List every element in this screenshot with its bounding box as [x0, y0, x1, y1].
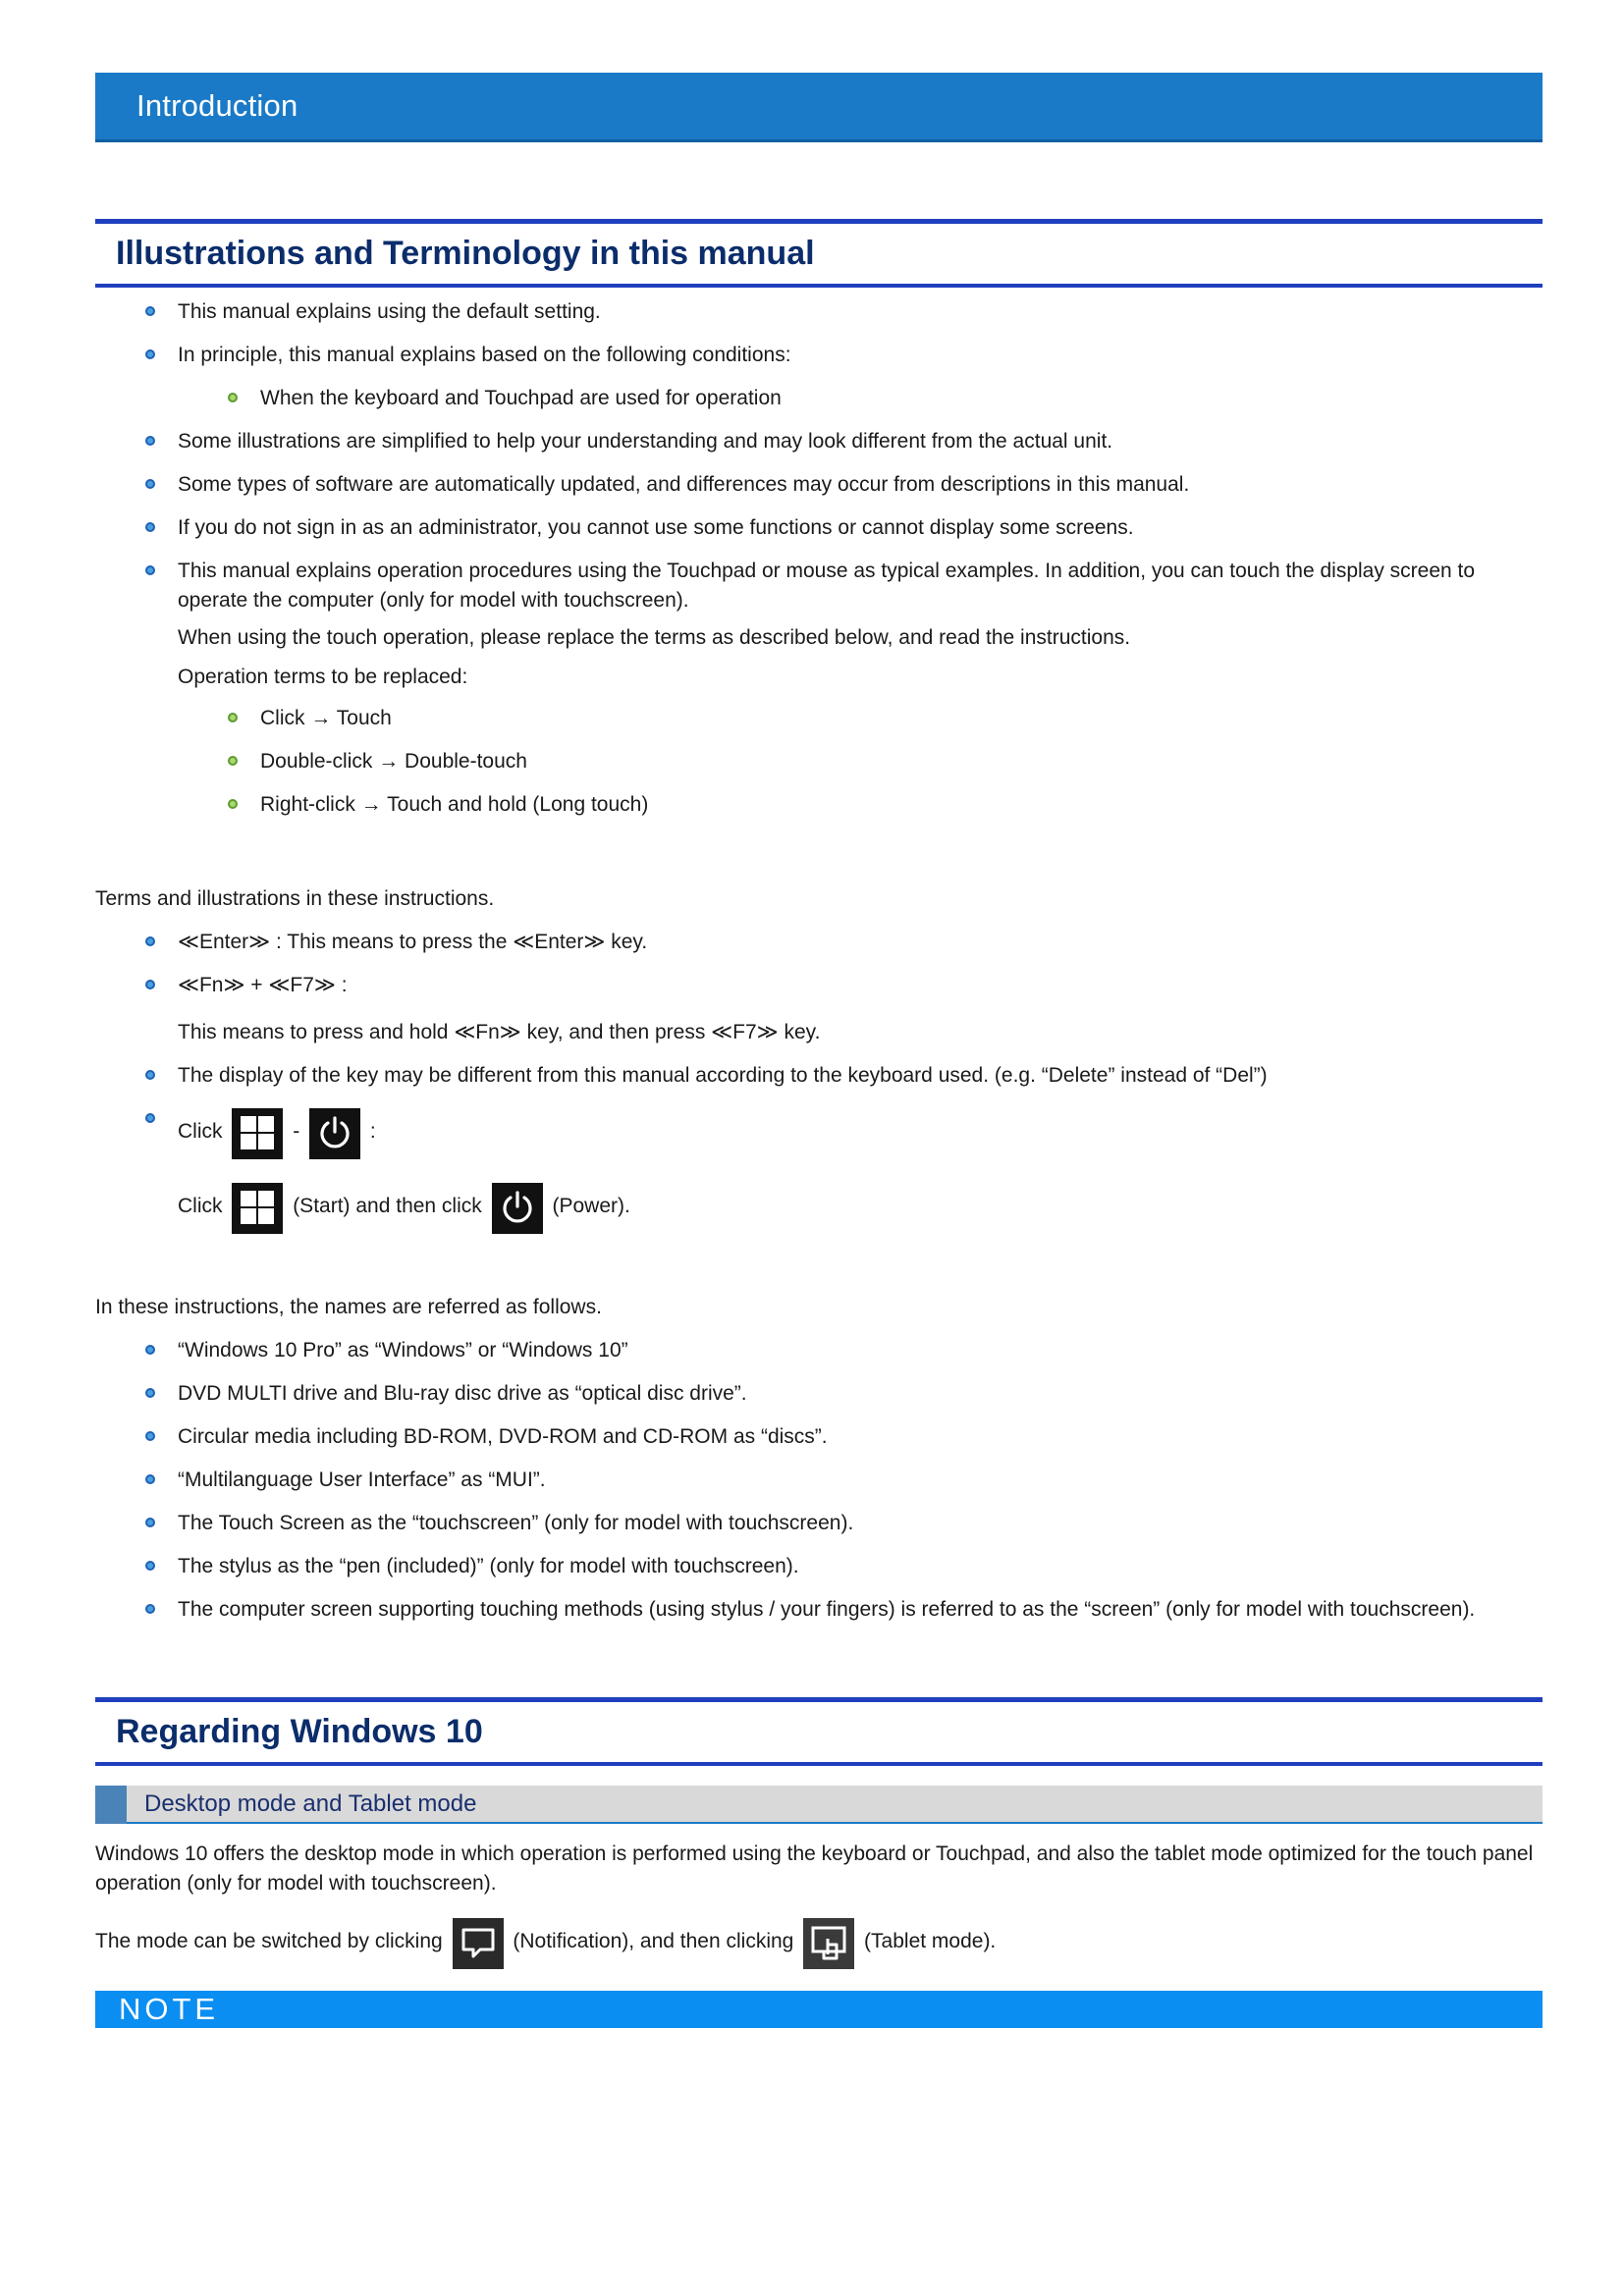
mode-switch-paragraph: The mode can be switched by clicking (Notification), and then clicking (Tablet mode). [95, 1914, 1543, 1969]
conventions-list-cont [95, 427, 1543, 615]
list-item: DVD MULTI drive and Blu-ray disc drive as “optical disc drive”. [95, 1379, 1543, 1409]
list-item: Click - : [95, 1104, 1543, 1159]
conditions-sublist [95, 384, 1543, 413]
list-item: Some illustrations are simplified to help your understanding and may look different from the actual unit. [95, 427, 1543, 456]
modes-paragraph: Windows 10 offers the desktop mode in which operation is performed using the keyboard or Touchpad, and also the tablet mode optimized for the touch panel operation (only for model with touchscreen). [95, 1842, 1534, 1895]
power-icon [309, 1108, 360, 1159]
terms-list-cont [95, 1061, 1543, 1159]
power-icon [492, 1183, 543, 1234]
operation-terms-sublist [95, 704, 1543, 820]
list-item: This manual explains operation procedures using the Touchpad or mouse as typical examples. In addition, you can touch the display screen to operate the computer (only for model with touchscreen). [95, 557, 1543, 615]
list-item: If you do not sign in as an administrator, you cannot use some functions or cannot display some screens. [95, 513, 1543, 543]
windows-start-icon [232, 1108, 283, 1159]
note-header [95, 1991, 1543, 2028]
windows-start-icon [232, 1183, 283, 1234]
start-power-explanation: Click (Start) and then click (Power). [95, 1179, 1543, 1234]
list-item: In principle, this manual explains based on the following conditions: [95, 341, 1543, 370]
list-item: The stylus as the “pen (included)” (only for model with touchscreen). [95, 1552, 1543, 1581]
section-title: Illustrations and Terminology in this manual [116, 235, 815, 272]
fn-f7-explanation: This means to press and hold ≪Fn≫ key, and then press ≪F7≫ key. [178, 1021, 821, 1043]
terms-replaced-label: Operation terms to be replaced: [178, 666, 468, 688]
terms-list [95, 928, 1543, 1000]
subsection-heading [95, 1786, 1543, 1824]
subsection-title: Desktop mode and Tablet mode [144, 1789, 477, 1817]
sub-list-item: When the keyboard and Touchpad are used for operation [95, 384, 1543, 413]
list-item: “Windows 10 Pro” as “Windows” or “Windows 10” [95, 1336, 1543, 1365]
sub-list-item: Click → Touch [95, 704, 1543, 733]
list-item: Circular media including BD-ROM, DVD-ROM and CD-ROM as “discs”. [95, 1422, 1543, 1452]
conventions-list [95, 297, 1543, 370]
notification-icon [453, 1918, 504, 1969]
section-heading-windows10 [95, 1697, 1543, 1766]
sub-list-item: Right-click → Touch and hold (Long touch) [95, 790, 1543, 820]
tablet-mode-icon [803, 1918, 854, 1969]
section-title: Regarding Windows 10 [116, 1713, 483, 1750]
note-title: NOTE [119, 1992, 220, 2026]
names-intro: In these instructions, the names are referred as follows. [95, 1296, 602, 1318]
list-item: Some types of software are automatically updated, and differences may occur from descriptions in this manual. [95, 470, 1543, 500]
list-item: ≪Fn≫ + ≪F7≫ : [95, 971, 1543, 1000]
touch-note: When using the touch operation, please replace the terms as described below, and read the instructions. [178, 626, 1131, 649]
list-item: The display of the key may be different from this manual according to the keyboard used. (e.g. “Delete” instead of “Del”) [95, 1061, 1543, 1091]
list-item: “Multilanguage User Interface” as “MUI”. [95, 1466, 1543, 1495]
terms-intro: Terms and illustrations in these instructions. [95, 887, 495, 910]
chapter-header [95, 73, 1543, 142]
list-item: This manual explains using the default setting. [95, 297, 1543, 327]
manual-page [95, 73, 1543, 2028]
chapter-title: Introduction [136, 88, 298, 123]
list-item: ≪Enter≫ : This means to press the ≪Enter≫ key. [95, 928, 1543, 957]
list-item: The computer screen supporting touching methods (using stylus / your fingers) is referred to as the “screen” (only for model with touchscreen). [95, 1595, 1543, 1625]
names-list [95, 1336, 1543, 1625]
sub-list-item: Double-click → Double-touch [95, 747, 1543, 776]
list-item: The Touch Screen as the “touchscreen” (only for model with touchscreen). [95, 1509, 1543, 1538]
subheading-marker [95, 1786, 127, 1824]
section-heading-illustrations [95, 219, 1543, 288]
